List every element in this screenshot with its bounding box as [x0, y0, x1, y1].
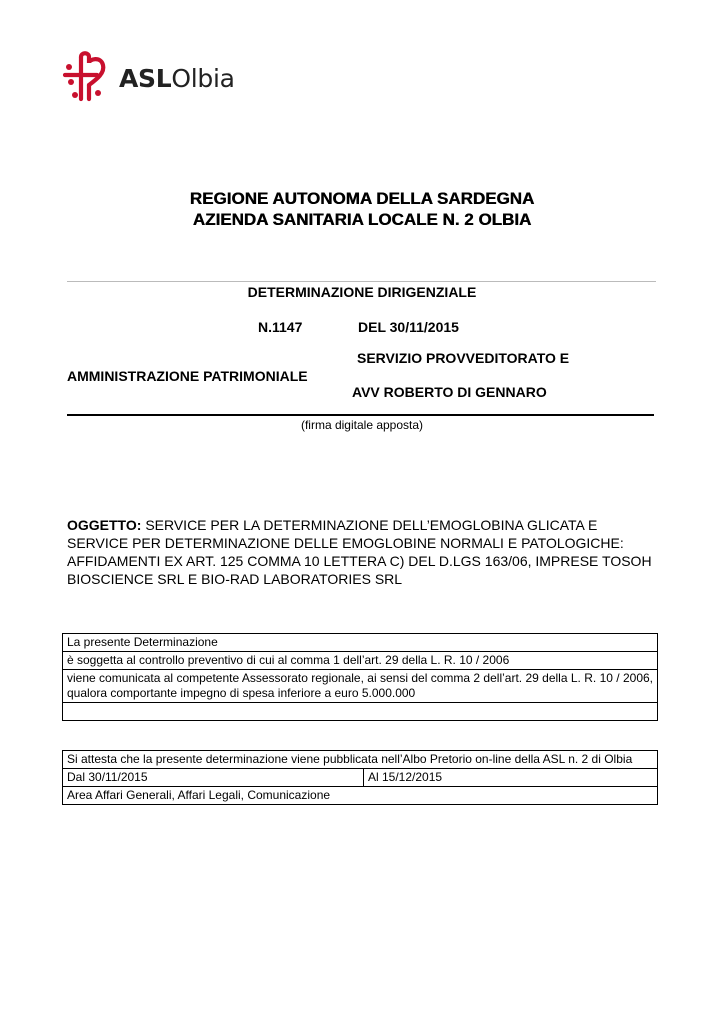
controllo-row-3: viene comunicata al competente Assessorato regionale, ai sensi del comma 2 dell’art. 29 della L. R. 10 / 2006, qualora comportante impegno di spesa inferiore a euro 5.000.000: [63, 670, 658, 703]
oggetto-label: OGGETTO:: [67, 517, 142, 533]
dirigente-name: AVV ROBERTO DI GENNARO: [352, 384, 547, 400]
pubblicazione-dal: Dal 30/11/2015: [63, 769, 364, 787]
amministrazione-label: AMMINISTRAZIONE PATRIMONIALE: [67, 368, 308, 384]
oggetto-section: [67, 516, 657, 588]
divider-thin: [67, 281, 656, 282]
determinazione-number: N.1147: [258, 319, 303, 335]
pubblicazione-al: Al 15/12/2015: [364, 769, 658, 787]
asl-logo: [57, 48, 235, 108]
divider-thick: [67, 414, 654, 416]
oggetto-text: SERVICE PER LA DETERMINAZIONE DELL’EMOGLOBINA GLICATA E SERVICE PER DETERMINAZIONE DELLE EMOGLOBINE NORMALI E PATOLOGICHE: AFFIDAMENTI EX ART. 125 COMMA 10 LETTERA C) DEL D.LGS 163/06, IMPRESE TOSOH BIOSCIENCE SRL E BIO-RAD LABORATORIES SRL: [67, 517, 652, 587]
logo-text: ASLOlbia: [119, 63, 235, 93]
document-header: [0, 188, 724, 230]
controllo-table: [62, 633, 658, 721]
firma-note: (firma digitale apposta): [300, 418, 424, 432]
controllo-row-2: è soggetta al controllo preventivo di cui al comma 1 dell’art. 29 della L. R. 10 / 2006: [63, 652, 658, 670]
controllo-row-1: La presente Determinazione: [63, 634, 658, 652]
header-azienda: AZIENDA SANITARIA LOCALE N. 2 OLBIA: [192, 210, 532, 229]
asl-cross-heart-icon: [57, 49, 115, 107]
pubblicazione-area: Area Affari Generali, Affari Legali, Comunicazione: [63, 787, 658, 805]
determinazione-date: DEL 30/11/2015: [358, 319, 459, 335]
pubblicazione-table: [62, 750, 658, 805]
pubblicazione-row-1: Si attesta che la presente determinazione viene pubblicata nell’Albo Pretorio on-line della ASL n. 2 di Olbia: [63, 751, 658, 769]
determinazione-title: DETERMINAZIONE DIRIGENZIALE: [247, 284, 477, 300]
controllo-row-4: [63, 703, 658, 721]
servizio-label: SERVIZIO PROVVEDITORATO E: [357, 350, 570, 366]
header-region: REGIONE AUTONOMA DELLA SARDEGNA: [189, 189, 535, 208]
